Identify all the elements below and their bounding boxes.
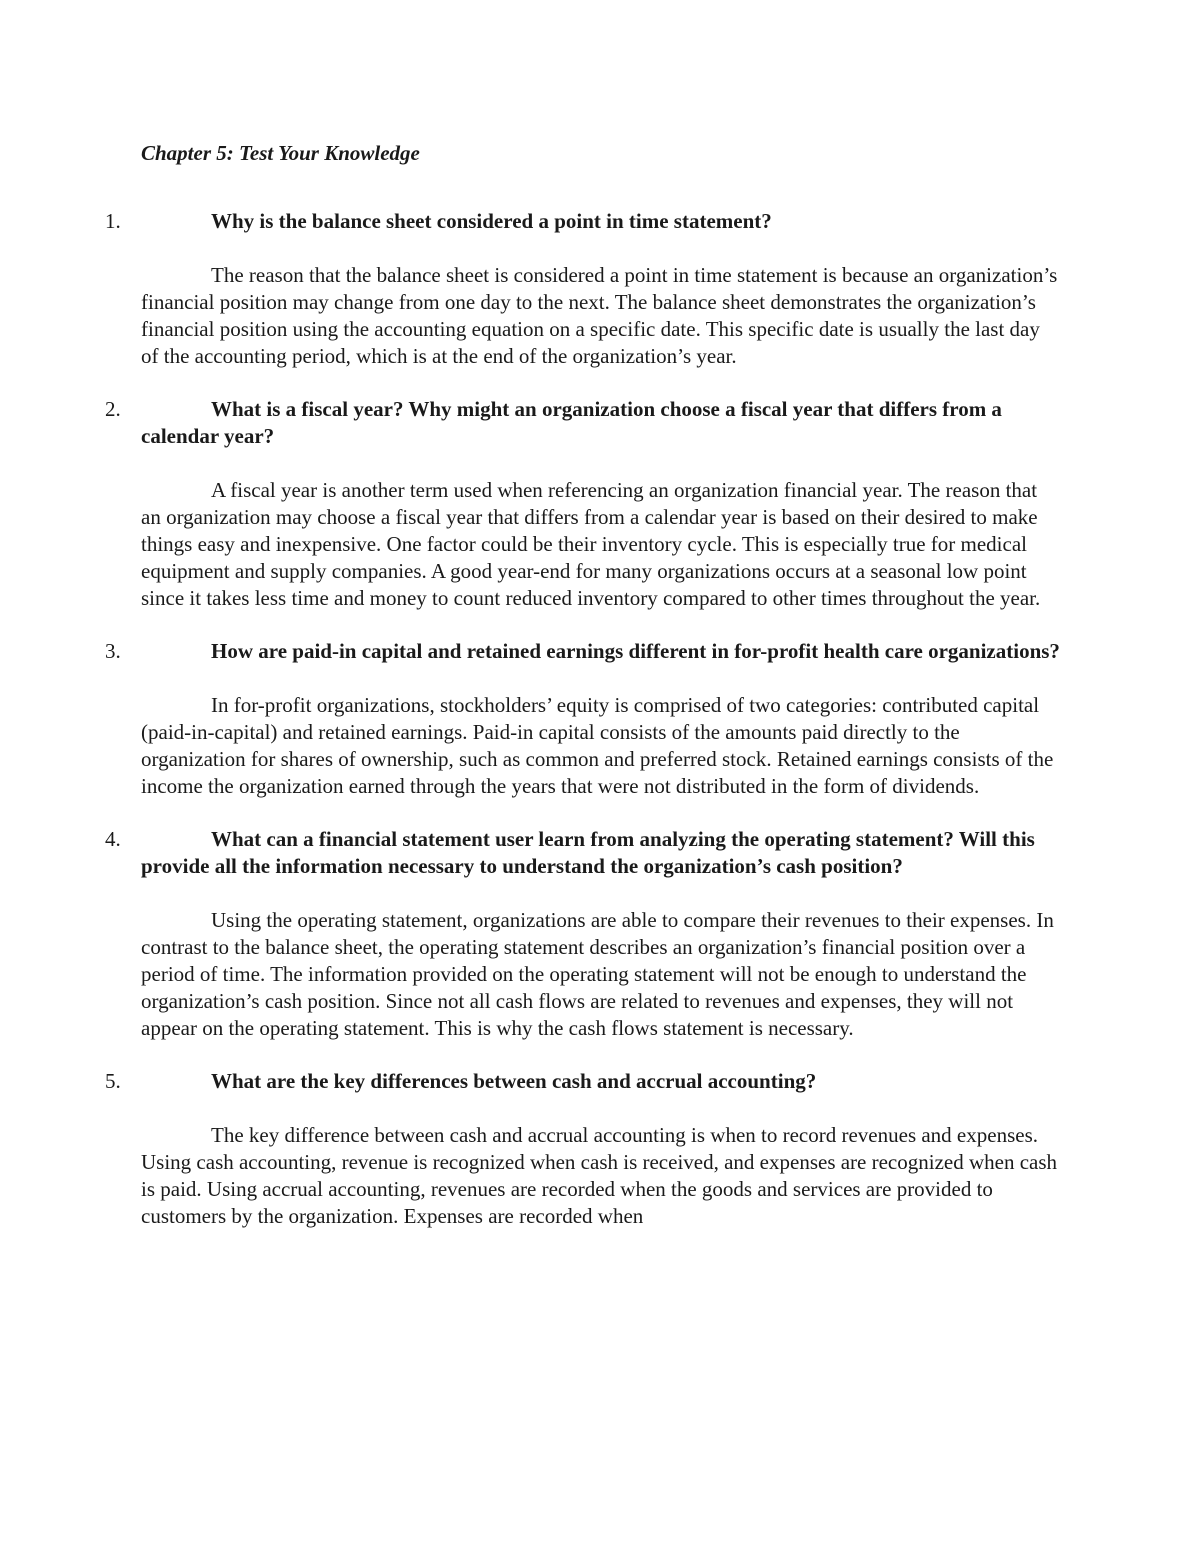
answer-5: The key difference between cash and accrual accounting is when to record revenues and expenses. Using cash accounting, revenue is recognized when cash is received, and expenses are recognized when cash is paid. Using accrual accounting, revenues are recorded when the goods and services are provided to customers by the organization. Expenses are recorded when <box>141 1123 1058 1228</box>
question-5 <box>105 1068 1061 1095</box>
question-block-4 <box>105 826 1061 1042</box>
question-1 <box>105 208 1061 235</box>
question-text: How are paid-in capital and retained earnings different in for-profit health care organizations? <box>211 639 1060 663</box>
answer-1: The reason that the balance sheet is considered a point in time statement is because an organization’s financial position may change from one day to the next. The balance sheet demonstrates the organization’s financial position using the accounting equation on a specific date. This specific date is usually the last day of the accounting period, which is at the end of the organization’s year. <box>141 263 1058 368</box>
answer-2: A fiscal year is another term used when referencing an organization financial year. The reason that an organization may choose a fiscal year that differs from a calendar year is based on their desired to make things easy and inexpensive. One factor could be their inventory cycle. This is especially true for medical equipment and supply companies. A good year-end for many organizations occurs at a seasonal low point since it takes less time and money to count reduced inventory compared to other times throughout the year. <box>141 478 1041 610</box>
question-3 <box>105 638 1061 665</box>
question-number: 3. <box>105 639 121 663</box>
question-block-3 <box>105 638 1061 800</box>
question-text: What are the key differences between cash and accrual accounting? <box>211 1069 817 1093</box>
question-number: 4. <box>105 827 121 851</box>
document-title: Chapter 5: Test Your Knowledge <box>141 141 420 165</box>
question-text: What can a financial statement user learn from analyzing the operating statement? Will this provide all the information necessary to understand the organization’s cash position? <box>141 827 1035 878</box>
answer-3: In for-profit organizations, stockholders’ equity is comprised of two categories: contributed capital (paid-in-capital) and retained earnings. Paid-in capital consists of the amounts paid directly to the organization for shares of ownership, such as common and preferred stock. Retained earnings consists of the income the organization earned through the years that were not distributed in the form of dividends. <box>141 693 1054 798</box>
question-block-1 <box>105 208 1061 370</box>
question-4 <box>105 826 1061 880</box>
question-text: What is a fiscal year? Why might an organization choose a fiscal year that differs from a calendar year? <box>141 397 1002 448</box>
question-text: Why is the balance sheet considered a point in time statement? <box>211 209 772 233</box>
answer-4: Using the operating statement, organizations are able to compare their revenues to their expenses. In contrast to the balance sheet, the operating statement describes an organization’s financial position over a period of time. The information provided on the operating statement will not be enough to understand the organization’s cash position. Since not all cash flows are related to revenues and expenses, they will not appear on the operating statement. This is why the cash flows statement is necessary. <box>141 908 1054 1040</box>
question-block-2 <box>105 396 1061 612</box>
question-number: 2. <box>105 397 121 421</box>
question-number: 1. <box>105 209 121 233</box>
question-block-5 <box>105 1068 1061 1230</box>
question-number: 5. <box>105 1069 121 1093</box>
document-content <box>105 140 1061 1256</box>
question-2 <box>105 396 1061 450</box>
